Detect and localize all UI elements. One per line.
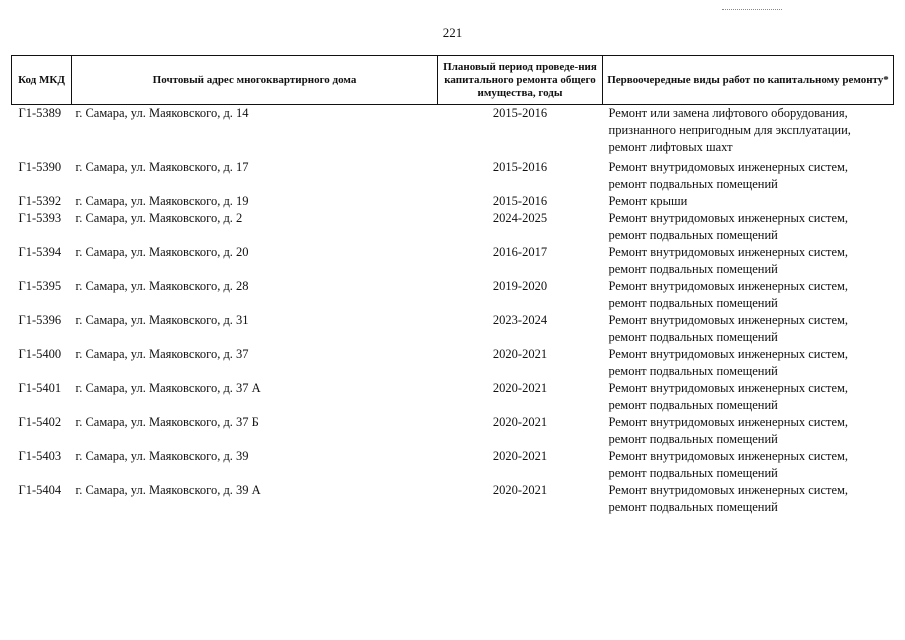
table-row — [12, 346, 894, 380]
priority-works — [603, 278, 894, 312]
mkd-code: Г1-5393 — [18, 211, 62, 225]
capital-repair-table — [11, 55, 894, 516]
work-line: Ремонт внутридомовых инженерных систем, — [608, 483, 849, 497]
repair-period: 2020-2021 — [492, 449, 548, 463]
work-line: ремонт подвальных помещений — [608, 432, 778, 446]
postal-address: г. Самара, ул. Маяковского, д. 20 — [75, 245, 249, 259]
repair-period: 2020-2021 — [492, 381, 548, 395]
repair-period: 2019-2020 — [492, 279, 548, 293]
priority-works — [603, 105, 894, 160]
mkd-code: Г1-5402 — [18, 415, 62, 429]
priority-works — [603, 210, 894, 244]
priority-works — [603, 380, 894, 414]
mkd-code: Г1-5389 — [18, 106, 62, 120]
work-line: признанного непригодным для эксплуатации, — [608, 123, 851, 137]
postal-address: г. Самара, ул. Маяковского, д. 39 А — [75, 483, 261, 497]
postal-address: г. Самара, ул. Маяковского, д. 17 — [75, 160, 249, 174]
work-line: Ремонт внутридомовых инженерных систем, — [608, 245, 849, 259]
work-line: Ремонт внутридомовых инженерных систем, — [608, 449, 849, 463]
table-header — [12, 56, 894, 105]
postal-address: г. Самара, ул. Маяковского, д. 14 — [75, 106, 249, 120]
postal-address: г. Самара, ул. Маяковского, д. 37 Б — [75, 415, 259, 429]
page-number: 221 — [442, 25, 463, 40]
priority-works — [603, 159, 894, 193]
repair-period: 2024-2025 — [492, 211, 548, 225]
work-line: Ремонт крыши — [608, 194, 688, 208]
work-line: Ремонт внутридомовых инженерных систем, — [608, 313, 849, 327]
work-line: Ремонт внутридомовых инженерных систем, — [608, 415, 849, 429]
table-row — [12, 278, 894, 312]
repair-period: 2015-2016 — [492, 194, 548, 208]
postal-address: г. Самара, ул. Маяковского, д. 2 — [75, 211, 243, 225]
table-row — [12, 210, 894, 244]
work-line: Ремонт или замена лифтового оборудования, — [608, 106, 848, 120]
mkd-code: Г1-5396 — [18, 313, 62, 327]
postal-address: г. Самара, ул. Маяковского, д. 37 А — [75, 381, 261, 395]
mkd-code: Г1-5395 — [18, 279, 62, 293]
work-line: Ремонт внутридомовых инженерных систем, — [608, 347, 849, 361]
mkd-code: Г1-5404 — [18, 483, 62, 497]
table-row — [12, 482, 894, 516]
work-line: Ремонт внутридомовых инженерных систем, — [608, 211, 849, 225]
work-line: ремонт подвальных помещений — [608, 296, 778, 310]
work-line: ремонт подвальных помещений — [608, 364, 778, 378]
header-works: Первоочередные виды работ по капитальному ремонту* — [603, 56, 894, 105]
mkd-code: Г1-5403 — [18, 449, 62, 463]
priority-works — [603, 346, 894, 380]
priority-works — [603, 482, 894, 516]
postal-address: г. Самара, ул. Маяковского, д. 19 — [75, 194, 249, 208]
header-code: Код МКД — [12, 56, 72, 105]
table-row — [12, 448, 894, 482]
priority-works — [603, 414, 894, 448]
repair-period: 2015-2016 — [492, 160, 548, 174]
work-line: ремонт подвальных помещений — [608, 177, 778, 191]
work-line: Ремонт внутридомовых инженерных систем, — [608, 381, 849, 395]
repair-period: 2020-2021 — [492, 347, 548, 361]
priority-works — [603, 244, 894, 278]
work-line: ремонт подвальных помещений — [608, 330, 778, 344]
priority-works — [603, 312, 894, 346]
repair-period: 2016-2017 — [492, 245, 548, 259]
repair-period: 2015-2016 — [492, 106, 548, 120]
table-row — [12, 244, 894, 278]
mkd-code: Г1-5400 — [18, 347, 62, 361]
scan-artifact — [722, 9, 782, 10]
header-address: Почтовый адрес многоквартирного дома — [72, 56, 438, 105]
mkd-code: Г1-5401 — [18, 381, 62, 395]
repair-period: 2020-2021 — [492, 483, 548, 497]
header-period: Плановый период проведе-ния капитального ремонта общего имущества, годы — [438, 56, 603, 105]
postal-address: г. Самара, ул. Маяковского, д. 37 — [75, 347, 249, 361]
work-line: ремонт подвальных помещений — [608, 228, 778, 242]
mkd-code: Г1-5394 — [18, 245, 62, 259]
repair-period: 2020-2021 — [492, 415, 548, 429]
work-line: Ремонт внутридомовых инженерных систем, — [608, 279, 849, 293]
table-row — [12, 159, 894, 193]
priority-works — [603, 193, 894, 210]
table-body — [12, 105, 894, 517]
table-row — [12, 414, 894, 448]
work-line: ремонт подвальных помещений — [608, 262, 778, 276]
postal-address: г. Самара, ул. Маяковского, д. 39 — [75, 449, 249, 463]
table-row — [12, 312, 894, 346]
work-line: ремонт лифтовых шахт — [608, 140, 733, 154]
work-line: ремонт подвальных помещений — [608, 398, 778, 412]
table-row — [12, 105, 894, 160]
work-line: ремонт подвальных помещений — [608, 466, 778, 480]
postal-address: г. Самара, ул. Маяковского, д. 28 — [75, 279, 249, 293]
postal-address: г. Самара, ул. Маяковского, д. 31 — [75, 313, 249, 327]
priority-works — [603, 448, 894, 482]
table-row — [12, 193, 894, 210]
table-row — [12, 380, 894, 414]
work-line: ремонт подвальных помещений — [608, 500, 778, 514]
mkd-code: Г1-5390 — [18, 160, 62, 174]
mkd-code: Г1-5392 — [18, 194, 62, 208]
work-line: Ремонт внутридомовых инженерных систем, — [608, 160, 849, 174]
repair-period: 2023-2024 — [492, 313, 548, 327]
